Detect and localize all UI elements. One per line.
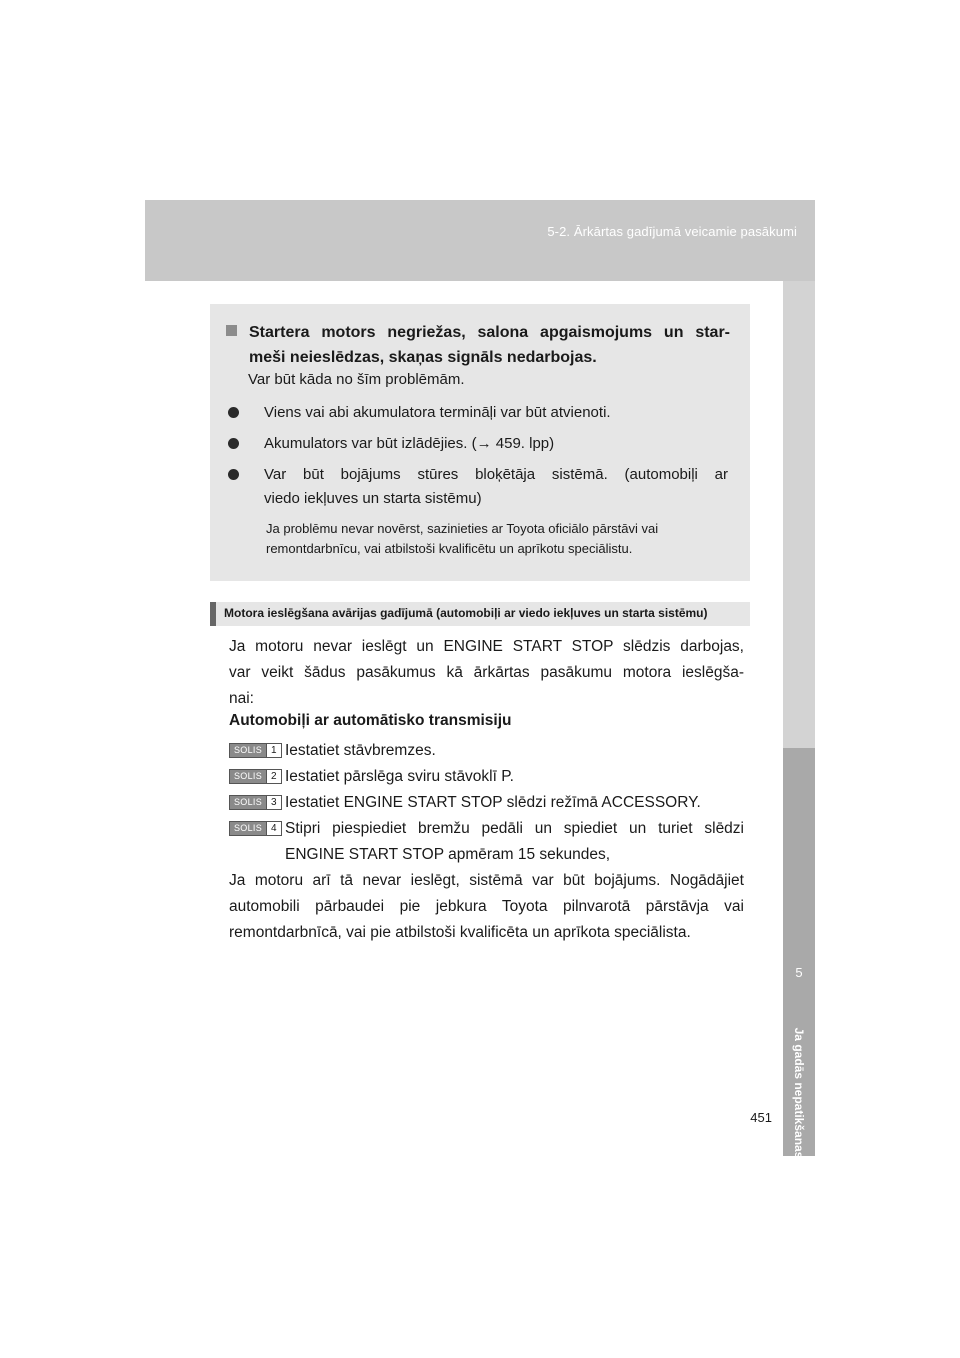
step-badge-word: SOLIS [230, 744, 266, 757]
list-item-text: Viens vai abi akumulatora termināļi var būt atvienoti. [264, 404, 611, 421]
closing-paragraph [229, 868, 744, 946]
section-heading-bar [210, 602, 750, 626]
list-item [228, 401, 728, 425]
step-item [229, 764, 744, 790]
closing-line2: automobili pārbaudei pie jebkura Toyota pilnvarotā pārstāvja vai [229, 898, 744, 915]
step-badge [229, 769, 282, 784]
closing-line1: Ja motoru arī tā nevar ieslēgt, sistēmā var būt bojājums. Nogādājiet [229, 872, 744, 889]
closing-line3: remontdarbnīcā, vai pie atbilstoši kvalificēta un aprīkota speciālista. [229, 924, 691, 941]
step-badge-number: 1 [266, 744, 281, 757]
chapter-tab [783, 748, 815, 1159]
step-item [229, 738, 744, 764]
step-text: Iestatiet ENGINE START STOP slēdzi režīmā ACCESSORY. [285, 794, 701, 811]
info-intro: Var būt kāda no šīm problēmām. [248, 371, 465, 388]
info-box [210, 304, 750, 581]
intro-line2: var veikt šādus pasākumus kā ārkārtas pasākumu motora ieslēgša- [229, 664, 744, 681]
side-tab-upper [783, 281, 815, 748]
section-heading: Motora ieslēgšana avārijas gadījumā (automobiļi ar viedo iekļuves un starta sistēmu) [224, 606, 708, 620]
step-badge-number: 4 [266, 822, 281, 835]
intro-line1: Ja motoru nevar ieslēgt un ENGINE START STOP slēdzis darbojas, [229, 638, 744, 655]
step-badge [229, 743, 282, 758]
info-note-line1: Ja problēmu nevar novērst, sazinieties ar Toyota oficiālo pārstāvi vai [266, 521, 659, 536]
step-text-continued: ENGINE START STOP apmēram 15 sekundes, [285, 846, 611, 863]
step-badge-word: SOLIS [230, 796, 266, 809]
step-badge [229, 821, 282, 836]
step-badge-word: SOLIS [230, 770, 266, 783]
step-text: Stipri piespiediet bremžu pedāli un spiediet un turiet slēdzi [285, 820, 744, 837]
info-heading-line2: meši neieslēdzas, skaņas signāls nedarbojas. [249, 349, 597, 366]
list-item [228, 432, 728, 456]
chapter-number: 5 [795, 965, 803, 980]
intro-line3: nai: [229, 690, 254, 707]
intro-paragraph [229, 634, 744, 712]
info-note [266, 519, 730, 559]
chapter-title: Ja gadās nepatikšanas [792, 1027, 806, 1159]
bullet-dot-icon [228, 438, 239, 449]
step-item [229, 790, 744, 816]
list-item-text: Akumulators var būt izlādējies. (→ 459. lpp) [264, 435, 555, 452]
bullet-dot-icon [228, 469, 239, 480]
step-badge-number: 3 [266, 796, 281, 809]
page-number: 451 [750, 1110, 772, 1125]
step-badge-word: SOLIS [230, 822, 266, 835]
step-badge-number: 2 [266, 770, 281, 783]
info-note-line2: remontdarbnīcu, vai atbilstoši kvalificētu un aprīkotu speciālistu. [266, 541, 633, 556]
info-heading-line1: Startera motors negriežas, salona apgaismojums un star- [249, 324, 730, 341]
header-band [145, 200, 815, 281]
section-header-title: 5-2. Ārkārtas gadījumā veicamie pasākumi [547, 224, 797, 239]
step-item [229, 816, 744, 868]
square-bullet-icon [226, 325, 237, 336]
subheading: Automobiļi ar automātisko transmisiju [229, 712, 512, 729]
bullet-dot-icon [228, 407, 239, 418]
info-heading [226, 320, 730, 370]
step-badge [229, 795, 282, 810]
list-item [228, 463, 728, 511]
list-item-text: Var būt bojājums stūres bloķētāja sistēmā. (automobiļi ar [264, 466, 728, 483]
list-item-text-continued: viedo iekļuves un starta sistēmu) [264, 490, 482, 507]
step-text: Iestatiet stāvbremzes. [285, 742, 436, 759]
step-text: Iestatiet pārslēga sviru stāvoklī P. [285, 768, 514, 785]
